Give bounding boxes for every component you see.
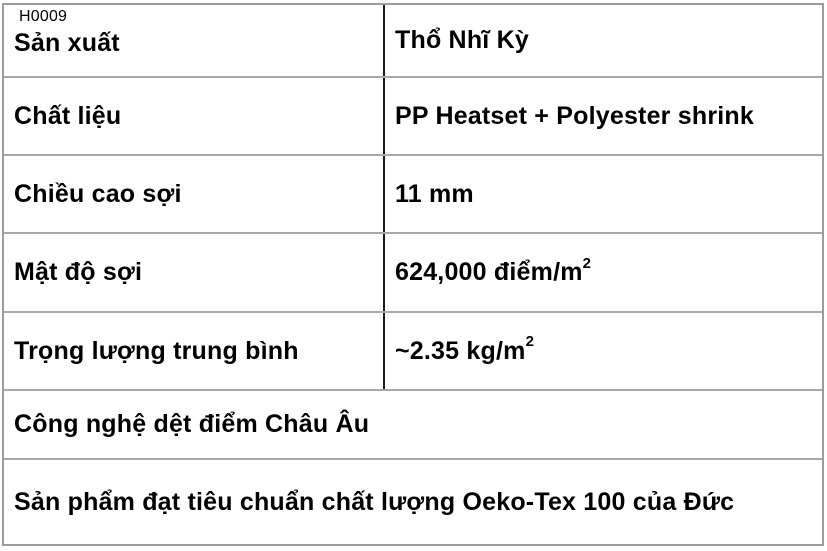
label-cell-weight <box>4 313 385 389</box>
row-value: 11 mm <box>395 179 474 208</box>
label-cell-pile-height <box>4 156 385 232</box>
row-label: Trọng lượng trung bình <box>14 336 299 365</box>
row-label: Chiều cao sợi <box>14 179 182 208</box>
value-cell-material <box>385 78 822 154</box>
row-text: Công nghệ dệt điểm Châu Âu <box>14 410 370 439</box>
row-value: Thổ Nhĩ Kỳ <box>395 26 529 55</box>
superscript-unit: 2 <box>525 333 535 351</box>
superscript-unit: 2 <box>582 254 592 272</box>
row-text: Sản phẩm đạt tiêu chuẩn chất lượng Oeko-Tex 100 của Đức <box>14 487 735 516</box>
value-cell-production <box>385 5 822 76</box>
table-row-technology <box>4 389 822 458</box>
value-cell-pile-height <box>385 156 822 232</box>
value-cell-density <box>385 234 822 311</box>
table-row-pile-height <box>4 154 822 232</box>
full-width-cell-technology <box>4 391 822 458</box>
table-row-density <box>4 232 822 311</box>
label-cell-material <box>4 78 385 154</box>
row-value: PP Heatset + Polyester shrink <box>395 101 754 130</box>
table-row-material <box>4 76 822 154</box>
label-cell-production <box>4 5 385 76</box>
row-label: Chất liệu <box>14 101 122 130</box>
row-label: Mật độ sợi <box>14 258 143 287</box>
table-row-certification <box>4 458 822 544</box>
value-cell-weight <box>385 313 822 389</box>
table-row-weight <box>4 311 822 389</box>
table-row-production <box>4 5 822 76</box>
label-cell-density <box>4 234 385 311</box>
row-value: ~2.35 $kg/m^2$ <box>395 333 535 365</box>
row-value: 624,000 điểm/$m^2$ <box>395 254 592 287</box>
product-code: H0009 <box>19 8 68 25</box>
row-label: Sản xuất <box>14 29 120 57</box>
full-width-cell-certification <box>4 460 822 544</box>
product-spec-table <box>2 3 824 546</box>
